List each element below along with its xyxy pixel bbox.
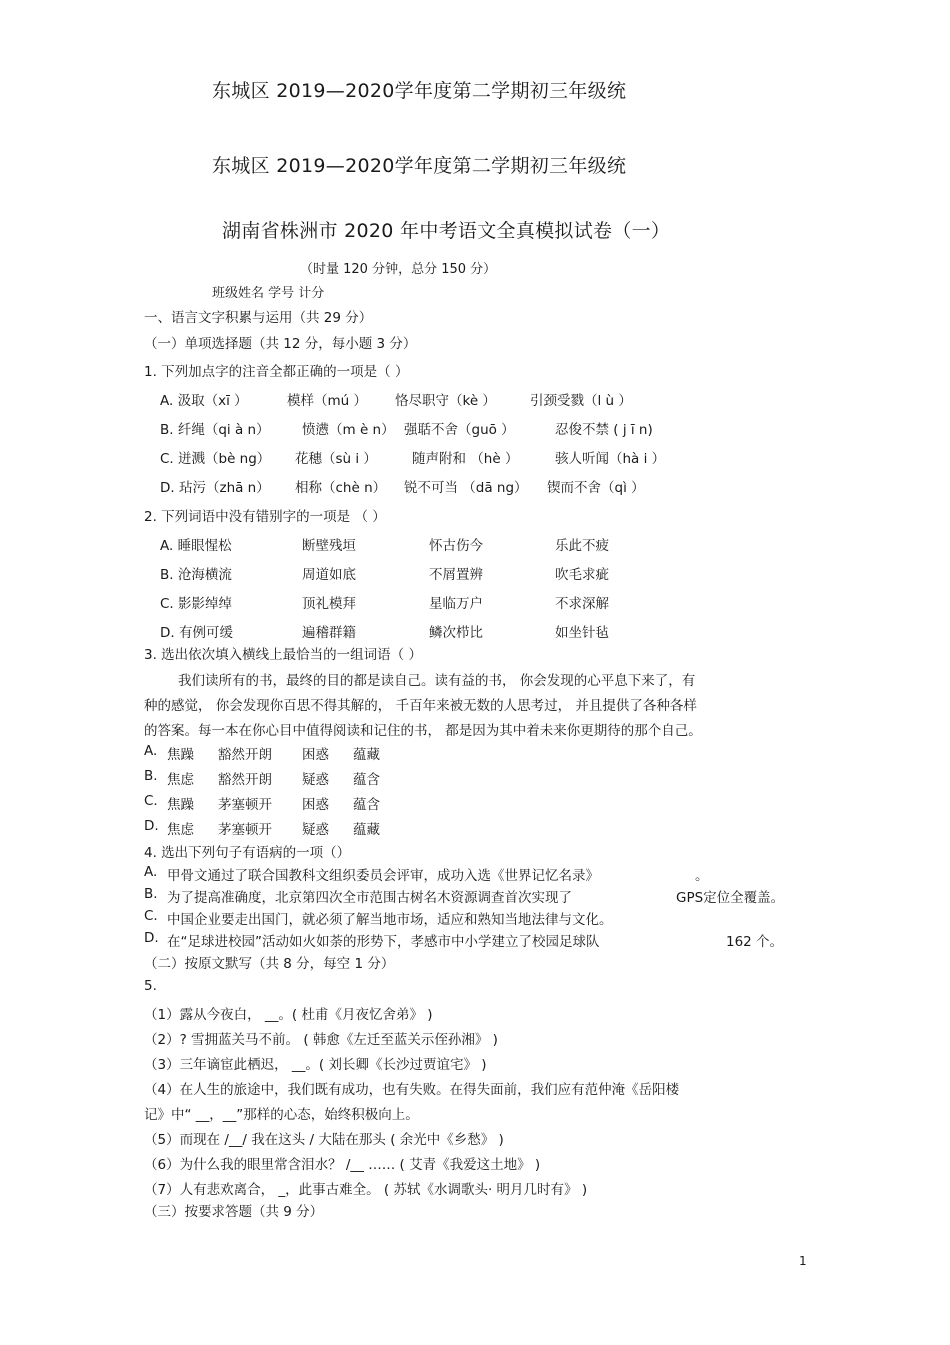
- option-cell: 为了提高准确度，北京第四次全市范围古树名木资源调查首次实现了: [167, 890, 572, 906]
- option-cell: 模样（mú ）: [287, 393, 367, 409]
- option-cell: 断壁残垣: [302, 538, 356, 554]
- recitation-item: （3）三年谪宦此栖迟， __。( 刘长卿《长沙过贾谊宅》 ): [144, 1057, 487, 1073]
- option-cell: 周道如底: [302, 567, 356, 583]
- option-cell: 在“足球进校园”活动如火如荼的形势下，孝感市中小学建立了校园足球队: [167, 934, 600, 950]
- option-cell: 蕴藏: [353, 822, 380, 838]
- option-cell: 骇人听闻（hà i ）: [555, 451, 666, 467]
- option-cell: 随声附和 （hè ）: [412, 451, 519, 467]
- exam-title: 湖南省株洲市 2020 年中考语文全真模拟试卷（一）: [222, 220, 671, 242]
- recitation-item: （1）露从今夜白， __。( 杜甫《月夜忆舍弟》 ): [144, 1007, 433, 1023]
- option-cell: B. 纤绳（qi à n）: [160, 422, 270, 438]
- option-tail: GPS定位全覆盖。: [676, 890, 785, 906]
- option-cell: 怀古伤今: [429, 538, 483, 554]
- option-cell: 恪尽职守（kè ）: [395, 393, 496, 409]
- option-cell: A. 睡眼惺松: [160, 538, 232, 554]
- option-cell: 豁然开朗: [218, 747, 272, 763]
- option-cell: 不屑置辨: [429, 567, 483, 583]
- passage-line: 的答案。每一本在你心目中值得阅读和记住的书， 都是因为其中着未来你更期待的那个自己。: [144, 723, 702, 739]
- passage-line: 我们读所有的书，最终的目的都是读自己。读有益的书， 你会发现的心平息下来了，有: [178, 673, 696, 689]
- recitation-item: （7）人有悲欢离合， _，此事古难全。 ( 苏轼《水调歌头· 明月几时有》 ): [144, 1182, 588, 1198]
- recitation-item: （6）为什么我的眼里常含泪水？ /__ …… ( 艾青《我爱这土地》 ): [144, 1157, 541, 1173]
- section-1-title: 一、语言文字积累与运用（共 29 分）: [144, 310, 373, 326]
- option-cell: 茅塞顿开: [218, 797, 272, 813]
- option-cell: 顶礼模拜: [302, 596, 356, 612]
- question-1-stem: 1. 下列加点字的注音全都正确的一项是（ ）: [144, 364, 409, 380]
- option-cell: B. 沧海横流: [160, 567, 232, 583]
- header-line-1: 东城区 2019—2020学年度第二学期初三年级统: [212, 80, 627, 102]
- question-4-stem: 4. 选出下列句子有语病的一项（）: [144, 845, 351, 861]
- option-cell: 相称（chè n）: [295, 480, 387, 496]
- option-letter: D.: [144, 818, 159, 834]
- part-1-title: （一）单项选择题（共 12 分，每小题 3 分）: [144, 336, 417, 352]
- part-2-title: （二）按原文默写（共 8 分，每空 1 分）: [144, 956, 395, 972]
- option-cell: 豁然开朗: [218, 772, 272, 788]
- option-cell: 焦虑: [167, 822, 194, 838]
- option-cell: 蕴含: [353, 772, 380, 788]
- page-number: 1: [799, 1254, 807, 1268]
- option-cell: 焦躁: [167, 797, 194, 813]
- option-cell: 星临万户: [429, 596, 483, 612]
- option-cell: 愤懑（m è n）: [302, 422, 395, 438]
- option-cell: 引颈受戮（l ù ）: [530, 393, 632, 409]
- option-cell: 茅塞顿开: [218, 822, 272, 838]
- option-letter: B.: [144, 886, 158, 902]
- option-cell: 忍俊不禁 ( j ī n): [555, 422, 653, 438]
- recitation-item: 记》中“ __，__”那样的心态，始终积极向上。: [144, 1107, 419, 1123]
- option-cell: 疑惑: [302, 822, 329, 838]
- option-cell: 吹毛求疵: [555, 567, 609, 583]
- option-cell: 焦躁: [167, 747, 194, 763]
- question-2-stem: 2. 下列词语中没有错别字的一项是 （ ）: [144, 509, 386, 525]
- option-cell: 鳞次栉比: [429, 625, 483, 641]
- option-cell: 中国企业要走出国门，就必须了解当地市场，适应和熟知当地法律与文化。: [167, 912, 613, 928]
- option-letter: B.: [144, 768, 158, 784]
- option-letter: D.: [144, 930, 159, 946]
- option-letter: C.: [144, 793, 158, 809]
- question-5-number: 5.: [144, 978, 157, 994]
- option-cell: 不求深解: [555, 596, 609, 612]
- option-cell: 困惑: [302, 797, 329, 813]
- option-cell: 强聒不舍（guō ）: [404, 422, 515, 438]
- time-info: （时量 120 分钟，总分 150 分）: [300, 262, 497, 277]
- option-cell: A. 汲取（xī ）: [160, 393, 248, 409]
- option-cell: 花穗（sù i ）: [295, 451, 377, 467]
- passage-line: 种的感觉， 你会发现你百思不得其解的， 千百年来被无数的人思考过， 并且提供了各种各样: [144, 698, 697, 714]
- option-cell: 遍稽群籍: [302, 625, 356, 641]
- part-3-title: （三）按要求答题（共 9 分）: [144, 1204, 324, 1220]
- option-cell: 甲骨文通过了联合国教科文组织委员会评审，成功入选《世界记忆名录》: [167, 868, 599, 884]
- option-cell: C. 迸溅（bè ng）: [160, 451, 271, 467]
- option-cell: 如坐针毡: [555, 625, 609, 641]
- option-cell: 锐不可当 （dā ng）: [404, 480, 528, 496]
- option-cell: 疑惑: [302, 772, 329, 788]
- option-cell: 锲而不舍（qì ）: [547, 480, 645, 496]
- header-line-2: 东城区 2019—2020学年度第二学期初三年级统: [212, 155, 627, 177]
- option-cell: D. 玷污（zhā n）: [160, 480, 270, 496]
- recitation-item: （5）而现在 /__/ 我在这头 / 大陆在那头 ( 余光中《乡愁》 ): [144, 1132, 504, 1148]
- option-cell: D. 有例可缓: [160, 625, 233, 641]
- option-cell: 焦虑: [167, 772, 194, 788]
- option-cell: 蕴藏: [353, 747, 380, 763]
- question-3-stem: 3. 选出依次填入横线上最恰当的一组词语（ ）: [144, 647, 422, 663]
- student-info: 班级姓名 学号 计分: [212, 286, 325, 301]
- recitation-item: （2）? 雪拥蓝关马不前。 ( 韩愈《左迁至蓝关示侄孙湘》 ): [144, 1032, 498, 1048]
- option-cell: 困惑: [302, 747, 329, 763]
- option-letter: A.: [144, 864, 158, 880]
- option-letter: A.: [144, 743, 158, 759]
- option-tail: 162 个。: [726, 934, 784, 950]
- option-tail: 。: [695, 868, 709, 884]
- option-letter: C.: [144, 908, 158, 924]
- option-cell: 乐此不疲: [555, 538, 609, 554]
- option-cell: C. 影影绰绰: [160, 596, 233, 612]
- recitation-item: （4）在人生的旅途中，我们既有成功，也有失败。在得失面前，我们应有范仲淹《岳阳楼: [144, 1082, 680, 1098]
- option-cell: 蕴含: [353, 797, 380, 813]
